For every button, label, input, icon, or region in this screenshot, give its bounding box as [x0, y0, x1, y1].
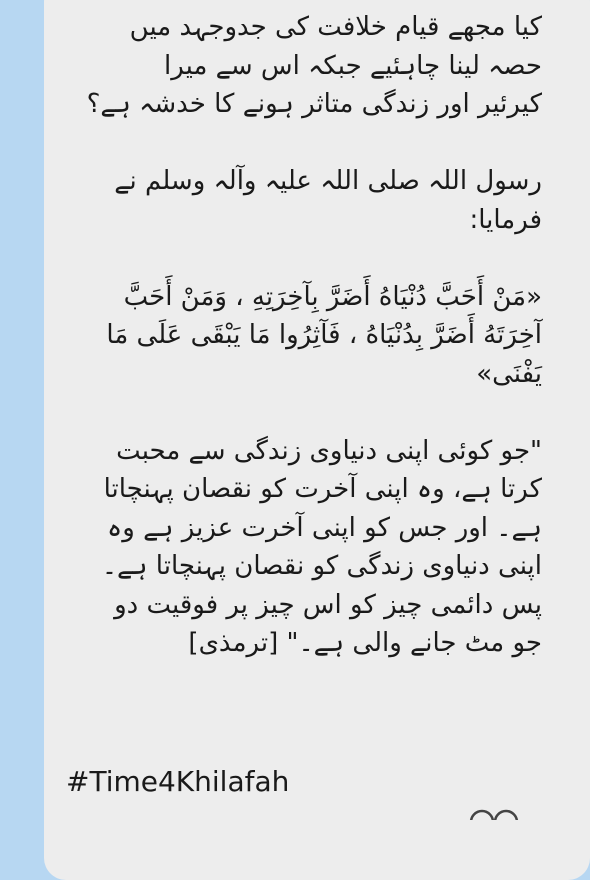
hadith-paragraph: [60, 278, 542, 394]
translation-line: پس دائمی چیز کو اس چیز پر فوقیت دو: [114, 589, 542, 620]
reaction-icon[interactable]: [462, 800, 532, 820]
message-text: [60, 8, 542, 701]
question-line: کیرئیر اور زندگی متاثر ہونے کا خدشہ ہے؟: [86, 89, 542, 119]
hadith-line: آخِرَتَهُ أَضَرَّ بِدُنْيَاهُ ، فَآثِرُوا مَا يَبْقَى عَلَى مَا: [106, 320, 542, 350]
hadith-line: يَفْنَى»: [476, 358, 542, 389]
translation-line: "جو کوئی اپنی دنیاوی زندگی سے محبت: [116, 435, 542, 466]
translation-line: کرتا ہے، وہ اپنی آخرت کو نقصان پہنچاتا: [103, 474, 542, 504]
hashtag-link[interactable]: #Time4Khilafah: [66, 765, 290, 798]
translation-paragraph: [60, 432, 542, 663]
intro-paragraph: [60, 162, 542, 239]
translation-line: اپنی دنیاوی زندگی کو نقصان پہنچاتا ہے۔: [101, 551, 542, 581]
question-line: کیا مجھے قیام خلافت کی جدوجہد میں: [129, 12, 542, 42]
translation-line: جو مٹ جانے والی ہے۔" [ترمذی]: [188, 628, 542, 658]
intro-line: فرمایا:: [469, 204, 542, 235]
intro-line: رسول اللہ صلی اللہ علیہ وآلہ وسلم نے: [114, 166, 542, 196]
translation-line: ہے۔ اور جس کو اپنی آخرت عزیز ہے وہ: [107, 512, 542, 543]
question-paragraph: [60, 8, 542, 124]
hadith-line: «مَنْ أَحَبَّ دُنْيَاهُ أَضَرَّ بِآخِرَتِهِ ، وَمَنْ أَحَبَّ: [123, 281, 542, 312]
question-line: حصہ لینا چاہئیے جبکہ اس سے میرا: [164, 50, 542, 81]
